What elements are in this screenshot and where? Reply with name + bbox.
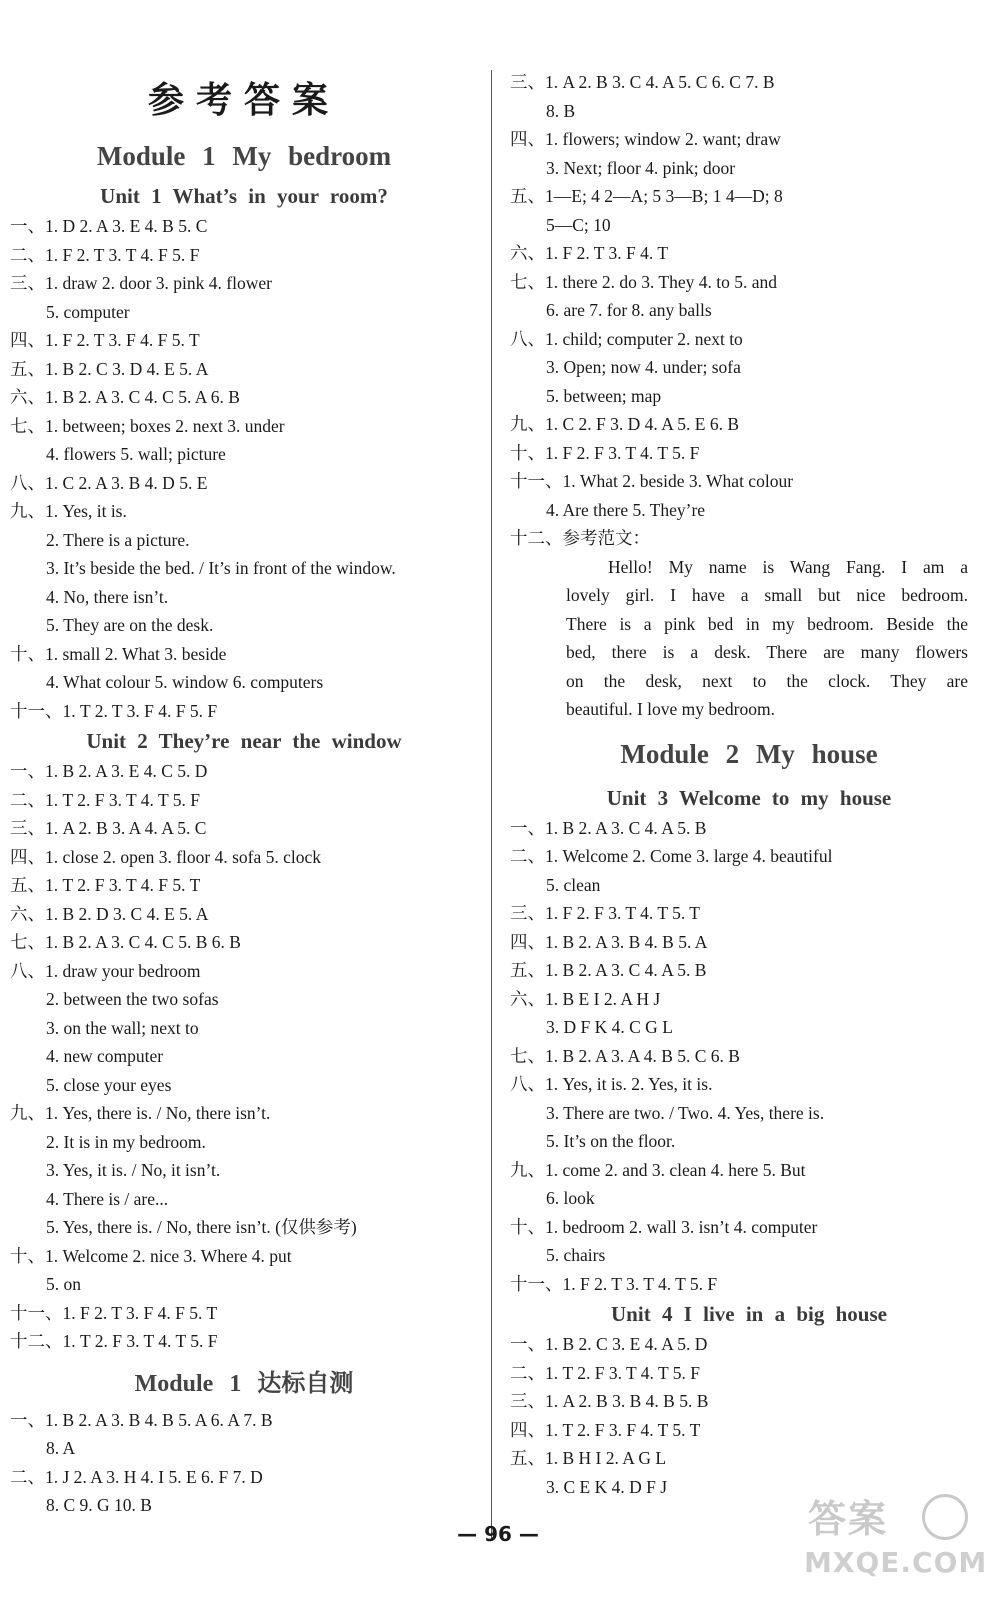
answer-line: 八、1. draw your bedroom bbox=[10, 960, 201, 981]
unit3-title: Unit 3 Welcome to my house bbox=[606, 785, 892, 810]
answer-line: 5—C; 10 bbox=[546, 214, 611, 235]
answer-line: 2. It is in my bedroom. bbox=[46, 1131, 206, 1152]
answer-line: 5. computer bbox=[46, 301, 130, 322]
answer-line: 5. clean bbox=[546, 874, 601, 895]
essay-line: on the desk, next to the clock. They are bbox=[566, 670, 968, 691]
answer-line: 八、1. Yes, it is. 2. Yes, it is. bbox=[510, 1074, 713, 1094]
page-title: 参考答案 bbox=[147, 80, 340, 121]
answer-line: 5. on bbox=[46, 1274, 81, 1294]
answer-line: 四、1. B 2. A 3. B 4. B 5. A bbox=[510, 931, 708, 952]
answer-line: 一、1. B 2. A 3. B 4. B 5. A 6. A 7. B bbox=[10, 1409, 273, 1430]
answer-line: 4. No, there isn’t. bbox=[46, 586, 169, 607]
unit4-title: Unit 4 I live in a big house bbox=[611, 1302, 887, 1326]
answer-line: 六、1. F 2. T 3. F 4. T bbox=[510, 243, 669, 263]
answer-line: 5. Yes, there is. / No, there isn’t. (仅供参考) bbox=[46, 1217, 357, 1237]
answer-line: 3. Yes, it is. / No, it isn’t. bbox=[46, 1160, 221, 1180]
answer-line: 5. They are on the desk. bbox=[46, 615, 214, 635]
answer-line: 二、1. T 2. F 3. T 4. T 5. F bbox=[10, 789, 200, 810]
answer-line: 3. It’s beside the bed. / It’s in front of the window. bbox=[46, 558, 396, 578]
answer-line: 二、1. F 2. T 3. T 4. F 5. F bbox=[10, 244, 200, 265]
answer-line: 8. A bbox=[46, 1438, 76, 1458]
answer-line: 4. What colour 5. window 6. computers bbox=[46, 672, 324, 692]
essay-line: lovely girl. I have a small but nice bedroom. bbox=[566, 585, 968, 605]
essay-line: bed, there is a desk. There are many flowers bbox=[566, 642, 968, 662]
answer-line: 3. Open; now 4. under; sofa bbox=[546, 357, 741, 377]
answer-line: 十二、参考范文： bbox=[510, 528, 650, 548]
answer-line: 四、1. close 2. open 3. floor 4. sofa 5. clock bbox=[10, 846, 322, 867]
answer-line: 一、1. B 2. A 3. E 4. C 5. D bbox=[10, 761, 208, 781]
answer-line: 九、1. C 2. F 3. D 4. A 5. E 6. B bbox=[510, 414, 739, 434]
answer-line: 五、1. B 2. C 3. D 4. E 5. A bbox=[10, 358, 209, 379]
answer-line: 三、1. F 2. F 3. T 4. T 5. T bbox=[510, 903, 700, 923]
answer-line: 五、1. T 2. F 3. T 4. F 5. T bbox=[10, 875, 201, 895]
answer-line: 十、1. F 2. F 3. T 4. T 5. F bbox=[510, 442, 700, 463]
answer-line: 七、1. between; boxes 2. next 3. under bbox=[10, 415, 285, 436]
right-column bbox=[510, 68, 988, 1501]
answer-line: 二、1. J 2. A 3. H 4. I 5. E 6. F 7. D bbox=[10, 1466, 263, 1487]
answer-line: 四、1. T 2. F 3. F 4. T 5. T bbox=[510, 1419, 701, 1440]
answer-line: 十一、1. F 2. T 3. T 4. T 5. F bbox=[510, 1273, 718, 1294]
answer-line: 一、1. D 2. A 3. E 4. B 5. C bbox=[10, 216, 208, 236]
page-number: — 96 — bbox=[457, 1522, 539, 1546]
unit1-title: Unit 1 What’s in your room? bbox=[100, 184, 388, 208]
answer-line: 五、1—E; 4 2—A; 5 3—B; 1 4—D; 8 bbox=[510, 186, 783, 206]
module2-title: Module 2 My house bbox=[620, 738, 878, 769]
essay-line: There is a pink bed in my bedroom. Beside the bbox=[566, 613, 968, 634]
answer-line: 3. Next; floor 4. pink; door bbox=[546, 157, 736, 178]
answer-line: 七、1. B 2. A 3. C 4. C 5. B 6. B bbox=[10, 932, 241, 952]
answer-line: 十一、1. F 2. T 3. F 4. F 5. T bbox=[10, 1302, 218, 1323]
answer-line: 三、1. A 2. B 3. B 4. B 5. B bbox=[510, 1391, 709, 1411]
answer-line: 5. chairs bbox=[546, 1245, 606, 1265]
answer-line: 三、1. draw 2. door 3. pink 4. flower bbox=[10, 273, 272, 293]
answer-line: 三、1. A 2. B 3. C 4. A 5. C 6. C 7. B bbox=[510, 72, 775, 92]
answer-line: 六、1. B E I 2. A H J bbox=[510, 988, 661, 1009]
answer-line: 一、1. B 2. A 3. C 4. A 5. B bbox=[510, 817, 707, 838]
answer-line: 4. Are there 5. They’re bbox=[546, 499, 706, 520]
essay-line: Hello! My name is Wang Fang. I am a bbox=[608, 556, 968, 577]
answer-line: 3. There are two. / Two. 4. Yes, there is. bbox=[546, 1102, 825, 1123]
sample-essay bbox=[510, 553, 988, 724]
answer-line: 九、1. Yes, it is. bbox=[10, 501, 127, 521]
answer-line: 六、1. B 2. D 3. C 4. E 5. A bbox=[10, 903, 209, 924]
answer-line: 一、1. B 2. C 3. E 4. A 5. D bbox=[510, 1334, 708, 1354]
left-column bbox=[10, 68, 478, 1520]
answer-line: 4. new computer bbox=[46, 1046, 164, 1066]
answer-line: 八、1. C 2. A 3. B 4. D 5. E bbox=[10, 472, 208, 493]
answer-line: 七、1. there 2. do 3. They 4. to 5. and bbox=[510, 271, 777, 292]
answer-line: 十、1. small 2. What 3. beside bbox=[10, 643, 227, 664]
answer-line: 三、1. A 2. B 3. A 4. A 5. C bbox=[10, 818, 207, 838]
unit2-title: Unit 2 They’re near the window bbox=[86, 729, 402, 753]
answer-line: 6. look bbox=[546, 1188, 595, 1208]
column-divider bbox=[491, 70, 492, 1540]
answer-line: 二、1. Welcome 2. Come 3. large 4. beautiful bbox=[510, 846, 833, 866]
answer-line: 3. C E K 4. D F J bbox=[546, 1476, 668, 1497]
watermark-top-text: 答案 bbox=[808, 1497, 889, 1541]
answer-line: 3. on the wall; next to bbox=[46, 1017, 199, 1038]
answer-line: 十、1. bedroom 2. wall 3. isn’t 4. computer bbox=[510, 1216, 818, 1237]
answer-line: 十一、1. T 2. T 3. F 4. F 5. F bbox=[10, 700, 218, 721]
answer-line: 8. B bbox=[546, 100, 576, 121]
watermark-circle-icon bbox=[922, 1494, 968, 1540]
answer-line: 5. close your eyes bbox=[46, 1074, 172, 1095]
answer-line: 5. between; map bbox=[546, 385, 662, 406]
answer-line: 4. flowers 5. wall; picture bbox=[46, 444, 226, 464]
answer-line: 八、1. child; computer 2. next to bbox=[510, 328, 743, 349]
answer-line: 8. C 9. G 10. B bbox=[46, 1495, 152, 1515]
answer-line: 2. between the two sofas bbox=[46, 989, 219, 1009]
answer-line: 5. It’s on the floor. bbox=[546, 1131, 676, 1151]
module1-test-title: Module 1 达标自测 bbox=[134, 1370, 354, 1397]
watermark-bottom-text: MXQE.COM bbox=[804, 1546, 988, 1579]
answer-line: 十、1. Welcome 2. nice 3. Where 4. put bbox=[10, 1245, 292, 1266]
answer-line: 4. There is / are... bbox=[46, 1188, 169, 1209]
answer-line: 3. D F K 4. C G L bbox=[546, 1017, 673, 1037]
answer-line: 九、1. Yes, there is. / No, there isn’t. bbox=[10, 1103, 271, 1123]
answer-line: 五、1. B 2. A 3. C 4. A 5. B bbox=[510, 960, 707, 980]
answer-line: 五、1. B H I 2. A G L bbox=[510, 1448, 667, 1468]
answer-line: 2. There is a picture. bbox=[46, 529, 190, 550]
answer-line: 二、1. T 2. F 3. T 4. T 5. F bbox=[510, 1362, 700, 1383]
answer-line: 6. are 7. for 8. any balls bbox=[546, 300, 712, 320]
answer-line: 九、1. come 2. and 3. clean 4. here 5. But bbox=[510, 1159, 806, 1180]
answer-line: 六、1. B 2. A 3. C 4. C 5. A 6. B bbox=[10, 387, 240, 407]
answer-line: 十二、1. T 2. F 3. T 4. T 5. F bbox=[10, 1331, 218, 1351]
answer-line: 七、1. B 2. A 3. A 4. B 5. C 6. B bbox=[510, 1045, 740, 1066]
answer-line: 四、1. F 2. T 3. F 4. F 5. T bbox=[10, 330, 200, 350]
answer-line: 四、1. flowers; window 2. want; draw bbox=[510, 129, 781, 149]
watermark-logo bbox=[798, 1484, 988, 1594]
answer-line: 十一、1. What 2. beside 3. What colour bbox=[510, 471, 794, 491]
essay-line: beautiful. I love my bedroom. bbox=[566, 699, 775, 719]
module1-title: Module 1 My bedroom bbox=[96, 141, 392, 171]
